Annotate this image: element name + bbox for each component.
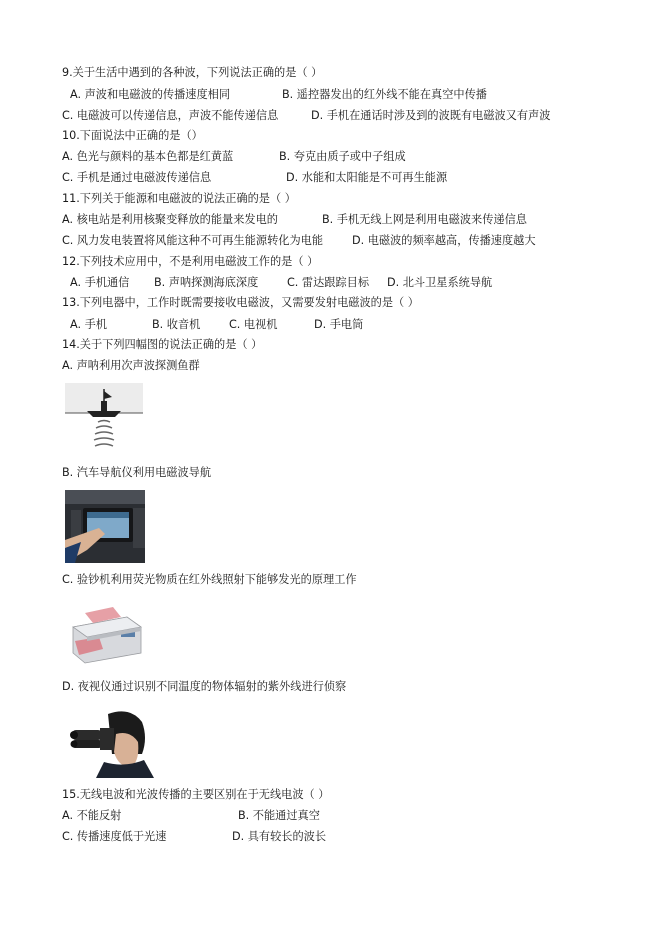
q14-option-a: A. 声呐利用次声波探测鱼群 [62,359,200,372]
q13-option-b: B. 收音机 [152,318,201,331]
q9-option-d: D. 手机在通话时涉及到的波既有电磁波又有声波 [311,109,551,122]
sonar-ship-image [65,383,143,453]
q14-option-b: B. 汽车导航仪利用电磁波导航 [62,466,212,479]
q13-stem: 13.下列电器中，工作时既需要接收电磁波，又需要发射电磁波的是（ ） [62,296,419,309]
q13-option-a: A. 手机 [70,318,107,331]
q11-option-a: A. 核电站是利用核聚变释放的能量来发电的 [62,213,278,226]
q12-option-c: C. 雷达跟踪目标 [287,276,370,289]
q9-option-a: A. 声波和电磁波的传播速度相同 [70,88,231,101]
q15-option-d: D. 具有较长的波长 [232,830,327,843]
q13-option-c: C. 电视机 [229,318,278,331]
q11-stem: 11.下列关于能源和电磁波的说法正确的是（ ） [62,192,296,205]
q14-option-c: C. 验钞机利用荧光物质在红外线照射下能够发光的原理工作 [62,573,357,586]
q9-option-c: C. 电磁波可以传递信息，声波不能传递信息 [62,109,279,122]
q14-stem: 14.关于下列四幅图的说法正确的是（ ） [62,338,263,351]
q10-option-c: C. 手机是通过电磁波传递信息 [62,171,212,184]
q10-option-b: B. 夸克由质子或中子组成 [279,150,406,163]
q10-option-a: A. 色光与颜料的基本色都是红黄蓝 [62,150,234,163]
q15-option-c: C. 传播速度低于光速 [62,830,167,843]
q12-stem: 12.下列技术应用中，不是利用电磁波工作的是（ ） [62,255,319,268]
car-navigation-image [65,490,145,563]
q15-stem: 15.无线电波和光波传播的主要区别在于无线电波（ ） [62,788,330,801]
q13-option-d: D. 手电筒 [314,318,364,331]
q14-option-d: D. 夜视仪通过识别不同温度的物体辐射的紫外线进行侦察 [62,680,347,693]
q15-option-a: A. 不能反射 [62,809,122,822]
q12-option-b: B. 声呐探测海底深度 [154,276,259,289]
q10-option-d: D. 水能和太阳能是不可再生能源 [286,171,448,184]
q15-option-b: B. 不能通过真空 [238,809,320,822]
q12-option-d: D. 北斗卫星系统导航 [387,276,493,289]
q11-option-b: B. 手机无线上网是利用电磁波来传递信息 [322,213,527,226]
night-vision-image [68,704,154,778]
q11-option-d: D. 电磁波的频率越高，传播速度越大 [352,234,536,247]
q9-stem: 9.关于生活中遇到的各种波，下列说法正确的是（ ） [62,66,323,79]
q9-option-b: B. 遥控器发出的红外线不能在真空中传播 [282,88,487,101]
money-detector-image [65,597,145,669]
q12-option-a: A. 手机通信 [70,276,130,289]
q10-stem: 10.下面说法中正确的是（） [62,129,203,142]
q11-option-c: C. 风力发电装置将风能这种不可再生能源转化为电能 [62,234,324,247]
